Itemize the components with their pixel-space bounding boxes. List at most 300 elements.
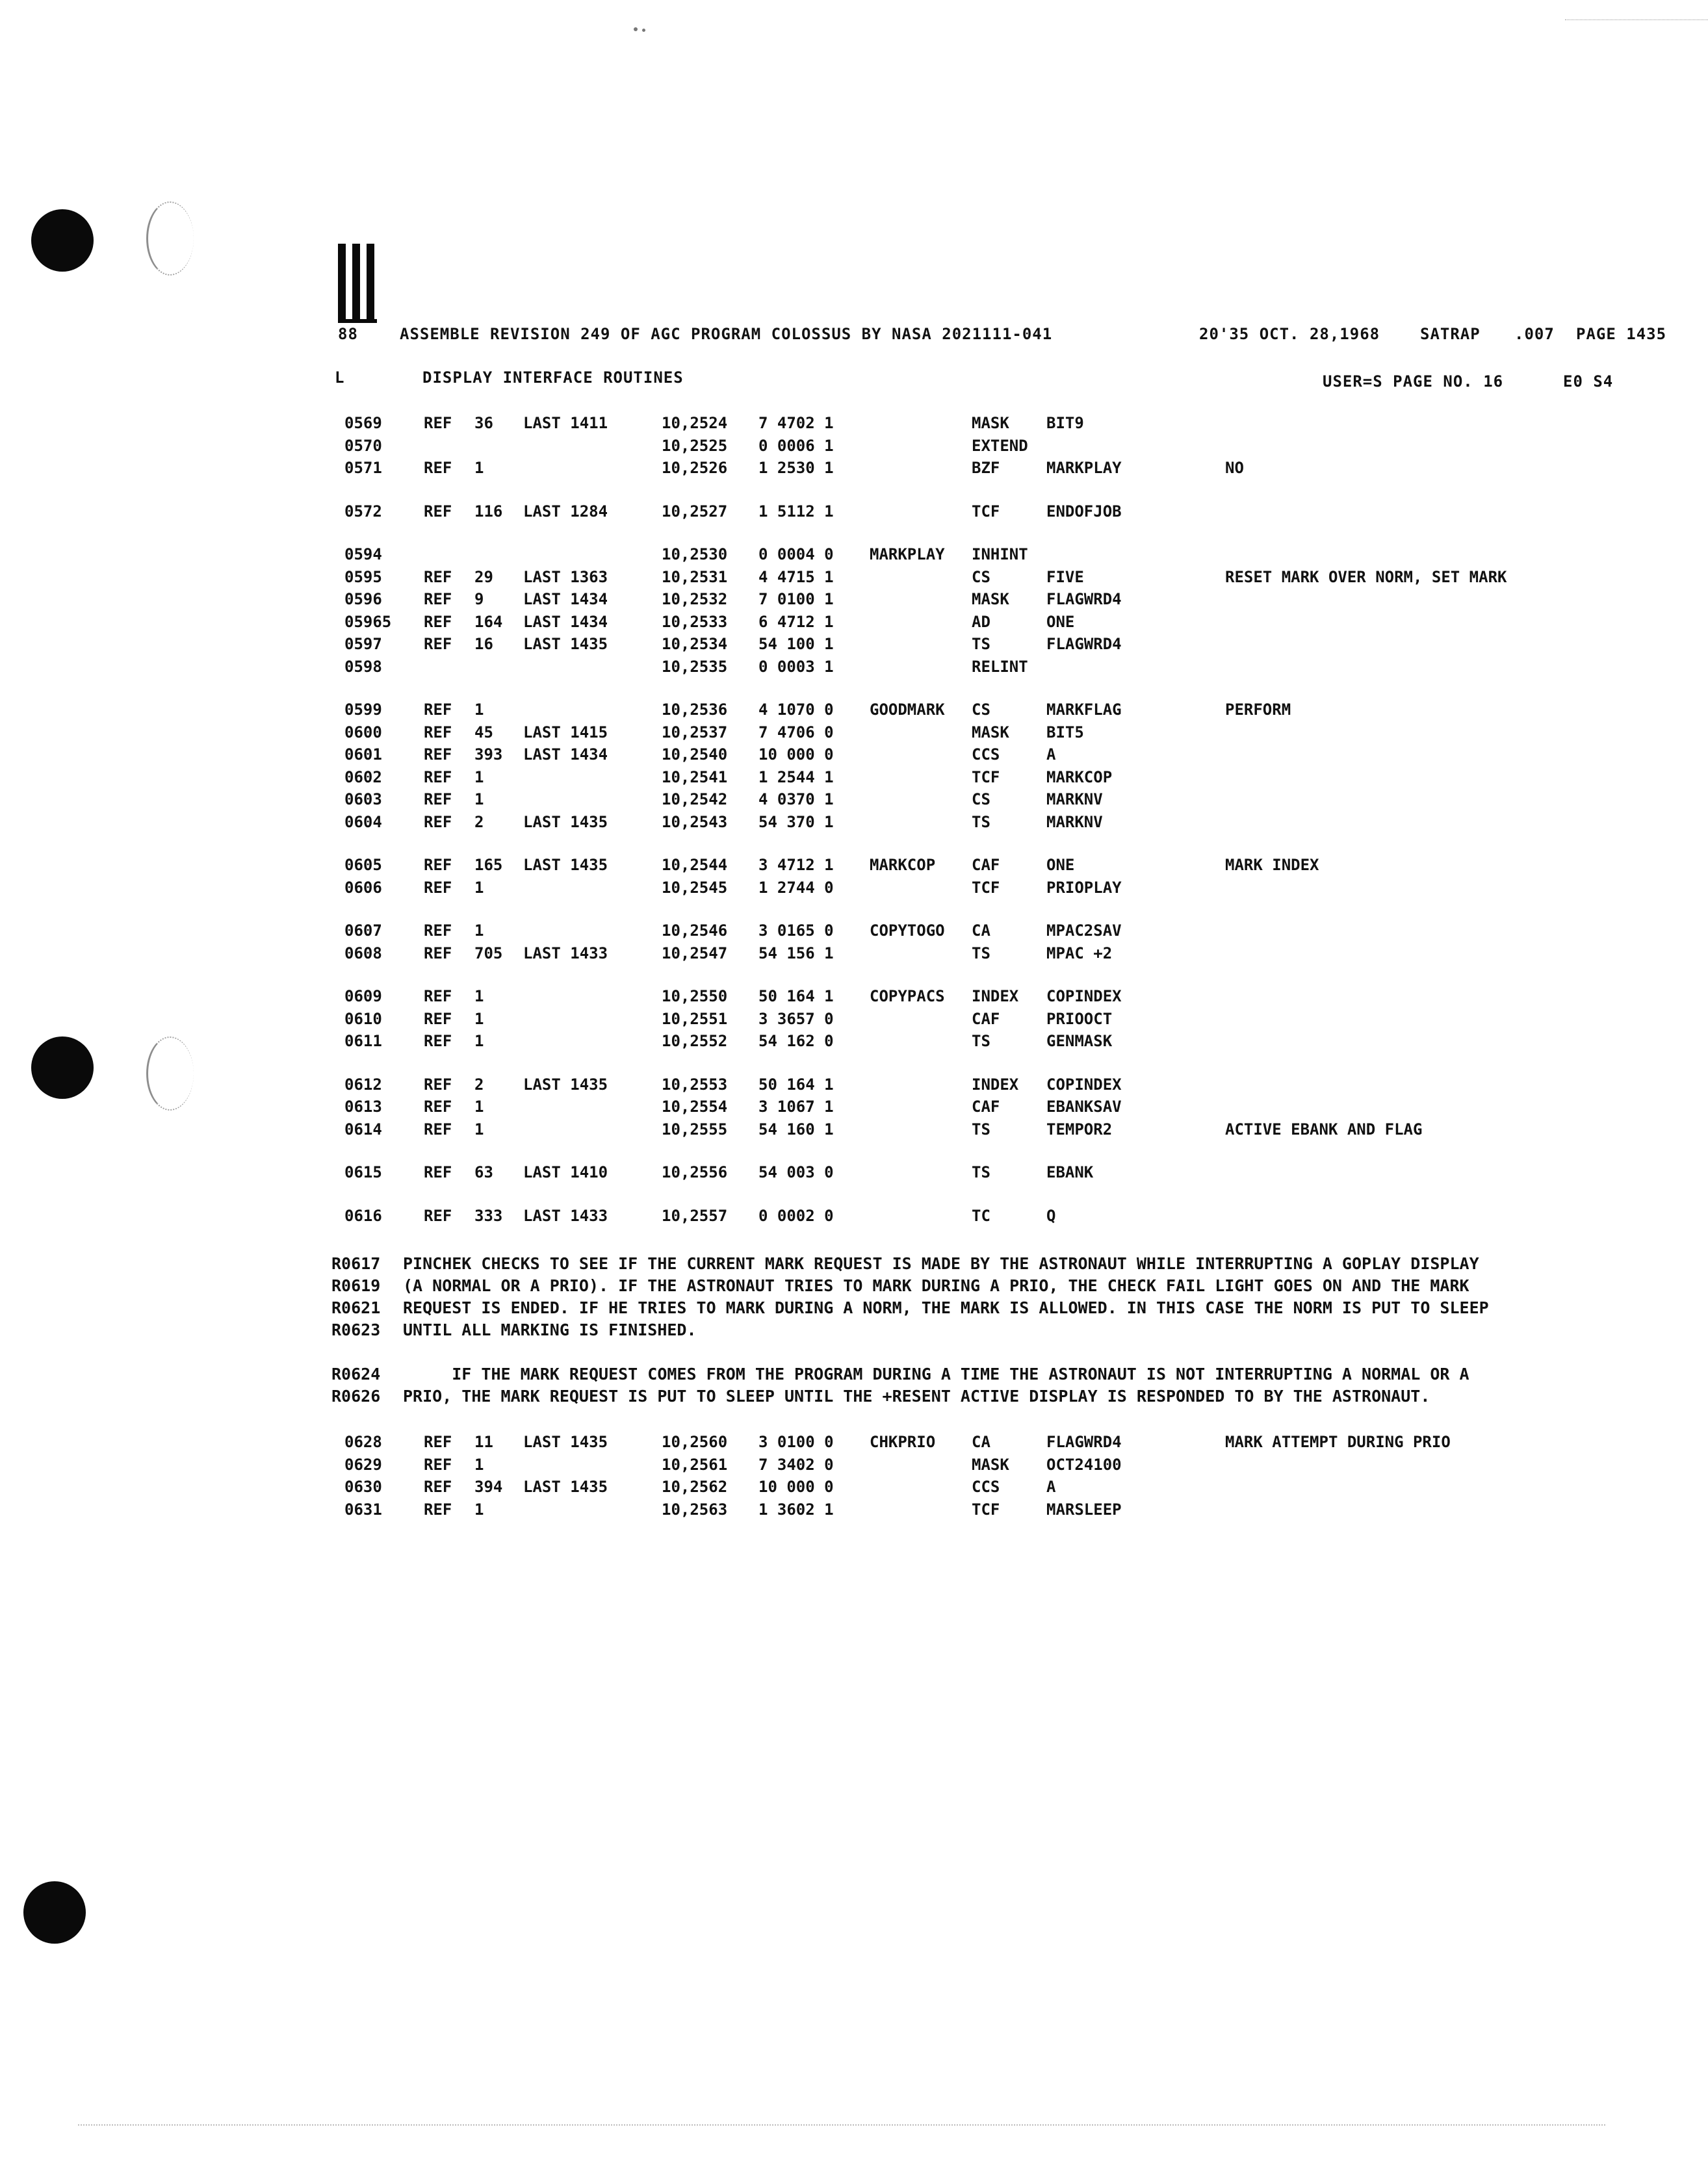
ref-marker: REF	[424, 987, 452, 1005]
line-number: 0609	[344, 987, 382, 1005]
code-line	[0, 1478, 1708, 1500]
comment-line	[331, 1387, 1670, 1409]
last-ref: LAST 1410	[523, 1163, 608, 1181]
comment-id: R0623	[331, 1320, 381, 1339]
comment-id: R0621	[331, 1298, 381, 1317]
object-code: 4 4715 1	[758, 568, 834, 586]
address: 10,2552	[662, 1032, 728, 1050]
line-number: 0595	[344, 568, 382, 586]
code-line	[0, 502, 1708, 524]
line-number: 0630	[344, 1478, 382, 1496]
ref-count: 333	[474, 1207, 503, 1225]
line-number: 0629	[344, 1456, 382, 1474]
ref-count: 394	[474, 1478, 503, 1496]
operand: EBANKSAV	[1046, 1098, 1122, 1116]
bottom-edge-line	[78, 2124, 1605, 2126]
address: 10,2550	[662, 987, 728, 1005]
address: 10,2546	[662, 921, 728, 940]
ref-count: 393	[474, 745, 503, 764]
user-page-number: USER=S PAGE NO. 16	[1323, 372, 1504, 391]
line-number: 0604	[344, 813, 382, 831]
header-mark: 88	[338, 325, 358, 343]
code-line	[0, 745, 1708, 767]
object-code: 3 3657 0	[758, 1010, 834, 1028]
code-line	[0, 921, 1708, 944]
opcode: EXTEND	[972, 437, 1028, 455]
address: 10,2554	[662, 1098, 728, 1116]
object-code: 3 4712 1	[758, 856, 834, 874]
operand: EBANK	[1046, 1163, 1094, 1181]
opcode: TS	[972, 1163, 990, 1181]
operand: OCT24100	[1046, 1456, 1122, 1474]
ref-marker: REF	[424, 1120, 452, 1139]
ref-marker: REF	[424, 1032, 452, 1050]
ref-count: 2	[474, 1075, 484, 1094]
line-number: 0601	[344, 745, 382, 764]
ref-count: 1	[474, 1010, 484, 1028]
code-line	[0, 1098, 1708, 1120]
ref-marker: REF	[424, 568, 452, 586]
operand: PRIOOCT	[1046, 1010, 1113, 1028]
ref-marker: REF	[424, 1010, 452, 1028]
operand: FLAGWRD4	[1046, 590, 1122, 608]
comment-line	[331, 1298, 1670, 1320]
opcode: CA	[972, 1433, 990, 1451]
object-code: 7 4702 1	[758, 414, 834, 432]
operand: GENMASK	[1046, 1032, 1113, 1050]
punch-hole-shadow	[146, 201, 194, 276]
ref-count: 1	[474, 1500, 484, 1519]
object-code: 4 1070 0	[758, 701, 834, 719]
operand: A	[1046, 745, 1056, 764]
comment: MARK ATTEMPT DURING PRIO	[1225, 1433, 1451, 1451]
address: 10,2535	[662, 658, 728, 676]
address: 10,2553	[662, 1075, 728, 1094]
address: 10,2526	[662, 459, 728, 477]
ref-count: 1	[474, 790, 484, 808]
object-code: 7 3402 0	[758, 1456, 834, 1474]
code-line	[0, 987, 1708, 1009]
ref-marker: REF	[424, 701, 452, 719]
code-line	[0, 723, 1708, 745]
operand: MARKNV	[1046, 790, 1103, 808]
ref-marker: REF	[424, 1500, 452, 1519]
address: 10,2551	[662, 1010, 728, 1028]
ref-marker: REF	[424, 768, 452, 786]
last-ref: LAST 1435	[523, 813, 608, 831]
object-code: 10 000 0	[758, 745, 834, 764]
punch-hole-top	[31, 209, 94, 272]
opcode: TCF	[972, 1500, 1000, 1519]
comment-id: R0624	[331, 1365, 381, 1383]
code-line	[0, 1010, 1708, 1032]
ref-marker: REF	[424, 635, 452, 653]
comment-text: UNTIL ALL MARKING IS FINISHED.	[403, 1320, 697, 1339]
line-number: 0570	[344, 437, 382, 455]
operand: PRIOPLAY	[1046, 879, 1122, 897]
address: 10,2544	[662, 856, 728, 874]
ref-count: 29	[474, 568, 493, 586]
ref-marker: REF	[424, 1456, 452, 1474]
ref-count: 116	[474, 502, 503, 521]
operand: A	[1046, 1478, 1056, 1496]
address: 10,2562	[662, 1478, 728, 1496]
line-number: 0598	[344, 658, 382, 676]
address: 10,2543	[662, 813, 728, 831]
object-code: 1 3602 1	[758, 1500, 834, 1519]
last-ref: LAST 1435	[523, 1478, 608, 1496]
comment-line	[331, 1276, 1670, 1298]
address: 10,2563	[662, 1500, 728, 1519]
ref-marker: REF	[424, 856, 452, 874]
opcode: TCF	[972, 502, 1000, 521]
code-line	[0, 701, 1708, 723]
operand: COPINDEX	[1046, 1075, 1122, 1094]
ref-count: 1	[474, 987, 484, 1005]
address: 10,2540	[662, 745, 728, 764]
code-line	[0, 568, 1708, 590]
last-ref: LAST 1284	[523, 502, 608, 521]
operand: FLAGWRD4	[1046, 1433, 1122, 1451]
line-number: 0613	[344, 1098, 382, 1116]
line-number: 0597	[344, 635, 382, 653]
line-number: 0611	[344, 1032, 382, 1050]
code-line	[0, 1456, 1708, 1478]
line-number: 0596	[344, 590, 382, 608]
address: 10,2524	[662, 414, 728, 432]
ref-marker: REF	[424, 1163, 452, 1181]
opcode: TCF	[972, 768, 1000, 786]
line-number: 0594	[344, 545, 382, 563]
ref-count: 9	[474, 590, 484, 608]
opcode: MASK	[972, 1456, 1009, 1474]
code-line	[0, 768, 1708, 790]
object-code: 0 0006 1	[758, 437, 834, 455]
eo-marker: E0 S4	[1563, 372, 1614, 391]
line-number: 0605	[344, 856, 382, 874]
object-code: 1 2530 1	[758, 459, 834, 477]
code-line	[0, 879, 1708, 901]
operand: MPAC2SAV	[1046, 921, 1122, 940]
object-code: 50 164 1	[758, 1075, 834, 1094]
ref-marker: REF	[424, 790, 452, 808]
code-line	[0, 944, 1708, 966]
address: 10,2530	[662, 545, 728, 563]
comment: RESET MARK OVER NORM, SET MARK	[1225, 568, 1507, 586]
address: 10,2532	[662, 590, 728, 608]
line-number: 0631	[344, 1500, 382, 1519]
opcode: CS	[972, 790, 990, 808]
object-code: 54 160 1	[758, 1120, 834, 1139]
comment: PERFORM	[1225, 701, 1291, 719]
operand: TEMPOR2	[1046, 1120, 1113, 1139]
ref-marker: REF	[424, 745, 452, 764]
last-ref: LAST 1433	[523, 1207, 608, 1225]
line-number: 0615	[344, 1163, 382, 1181]
address: 10,2527	[662, 502, 728, 521]
opcode: MASK	[972, 723, 1009, 741]
comment-line	[331, 1254, 1670, 1276]
opcode: INDEX	[972, 1075, 1019, 1094]
code-line	[0, 613, 1708, 635]
operand: ONE	[1046, 856, 1075, 874]
ref-marker: REF	[424, 590, 452, 608]
address: 10,2541	[662, 768, 728, 786]
operand: MARSLEEP	[1046, 1500, 1122, 1519]
last-ref: LAST 1434	[523, 590, 608, 608]
line-number: 0603	[344, 790, 382, 808]
object-code: 54 100 1	[758, 635, 834, 653]
opcode: TS	[972, 1032, 990, 1050]
last-ref: LAST 1363	[523, 568, 608, 586]
ref-marker: REF	[424, 921, 452, 940]
header-title: ASSEMBLE REVISION 249 OF AGC PROGRAM COLOSSUS BY NASA 2021111-041	[400, 325, 1053, 343]
object-code: 54 156 1	[758, 944, 834, 962]
ref-count: 11	[474, 1433, 493, 1451]
object-code: 3 0100 0	[758, 1433, 834, 1451]
line-number: 0599	[344, 701, 382, 719]
operand: FLAGWRD4	[1046, 635, 1122, 653]
last-ref: LAST 1415	[523, 723, 608, 741]
top-edge-line	[1565, 0, 1708, 20]
opcode: CAF	[972, 1098, 1000, 1116]
opcode: TS	[972, 635, 990, 653]
label: GOODMARK	[870, 701, 945, 719]
line-number: 0572	[344, 502, 382, 521]
object-code: 10 000 0	[758, 1478, 834, 1496]
address: 10,2525	[662, 437, 728, 455]
object-code: 1 2544 1	[758, 768, 834, 786]
line-number: 0610	[344, 1010, 382, 1028]
ref-count: 164	[474, 613, 503, 631]
line-number: 0628	[344, 1433, 382, 1451]
line-number: 0607	[344, 921, 382, 940]
code-line	[0, 790, 1708, 812]
comment: MARK INDEX	[1225, 856, 1319, 874]
code-line	[0, 545, 1708, 567]
object-code: 54 003 0	[758, 1163, 834, 1181]
object-code: 1 5112 1	[758, 502, 834, 521]
opcode: CA	[972, 921, 990, 940]
comment: NO	[1225, 459, 1244, 477]
code-line	[0, 856, 1708, 878]
operand: COPINDEX	[1046, 987, 1122, 1005]
label: CHKPRIO	[870, 1433, 936, 1451]
comment-id: R0617	[331, 1254, 381, 1273]
object-code: 3 0165 0	[758, 921, 834, 940]
address: 10,2545	[662, 879, 728, 897]
address: 10,2534	[662, 635, 728, 653]
comment-id: R0619	[331, 1276, 381, 1295]
comment-line	[331, 1365, 1670, 1387]
header-datetime: 20'35 OCT. 28,1968	[1199, 325, 1380, 343]
opcode: AD	[972, 613, 990, 631]
ref-marker: REF	[424, 502, 452, 521]
speck	[642, 29, 645, 32]
ref-count: 2	[474, 813, 484, 831]
line-number: 05965	[344, 613, 392, 631]
ref-count: 63	[474, 1163, 493, 1181]
object-code: 6 4712 1	[758, 613, 834, 631]
code-line	[0, 414, 1708, 436]
address: 10,2556	[662, 1163, 728, 1181]
ref-count: 1	[474, 1120, 484, 1139]
last-ref: LAST 1434	[523, 613, 608, 631]
opcode: CS	[972, 568, 990, 586]
comment-text: REQUEST IS ENDED. IF HE TRIES TO MARK DURING A NORM, THE MARK IS ALLOWED. IN THIS CASE THE NORM IS PUT TO SLEEP	[403, 1298, 1489, 1317]
ref-count: 36	[474, 414, 493, 432]
line-number: 0602	[344, 768, 382, 786]
code-line	[0, 1032, 1708, 1054]
ref-count: 165	[474, 856, 503, 874]
opcode: BZF	[972, 459, 1000, 477]
ref-marker: REF	[424, 1075, 452, 1094]
operand: BIT9	[1046, 414, 1084, 432]
address: 10,2536	[662, 701, 728, 719]
ref-count: 1	[474, 768, 484, 786]
ref-marker: REF	[424, 1433, 452, 1451]
opcode: RELINT	[972, 658, 1028, 676]
operand: BIT5	[1046, 723, 1084, 741]
last-ref: LAST 1434	[523, 745, 608, 764]
line-number: 0600	[344, 723, 382, 741]
operand: MARKPLAY	[1046, 459, 1122, 477]
opcode: TC	[972, 1207, 990, 1225]
ref-count: 45	[474, 723, 493, 741]
operand: MARKNV	[1046, 813, 1103, 831]
ref-count: 16	[474, 635, 493, 653]
ref-marker: REF	[424, 944, 452, 962]
line-number: 0614	[344, 1120, 382, 1139]
ref-marker: REF	[424, 414, 452, 432]
address: 10,2531	[662, 568, 728, 586]
header-user: SATRAP	[1420, 325, 1481, 343]
line-number: 0608	[344, 944, 382, 962]
opcode: CS	[972, 701, 990, 719]
comment-id: R0626	[331, 1387, 381, 1406]
line-number: 0616	[344, 1207, 382, 1225]
opcode: TCF	[972, 879, 1000, 897]
object-code: 0 0003 1	[758, 658, 834, 676]
header-version: .007	[1514, 325, 1555, 343]
operand: MPAC +2	[1046, 944, 1113, 962]
opcode: MASK	[972, 590, 1009, 608]
opcode: INDEX	[972, 987, 1019, 1005]
ref-count: 1	[474, 879, 484, 897]
opcode: CAF	[972, 1010, 1000, 1028]
object-code: 50 164 1	[758, 987, 834, 1005]
operand: ENDOFJOB	[1046, 502, 1122, 521]
code-line	[0, 813, 1708, 835]
operand: MARKFLAG	[1046, 701, 1122, 719]
ref-marker: REF	[424, 1478, 452, 1496]
ref-marker: REF	[424, 1207, 452, 1225]
ref-count: 1	[474, 921, 484, 940]
header-page: PAGE 1435	[1576, 325, 1667, 343]
object-code: 7 4706 0	[758, 723, 834, 741]
ref-count: 1	[474, 1456, 484, 1474]
opcode: CCS	[972, 745, 1000, 764]
comment-text: PRIO, THE MARK REQUEST IS PUT TO SLEEP UNTIL THE +RESENT ACTIVE DISPLAY IS RESPONDED TO BY THE ASTRONAUT.	[403, 1387, 1430, 1406]
address: 10,2533	[662, 613, 728, 631]
operand: ONE	[1046, 613, 1075, 631]
ref-marker: REF	[424, 459, 452, 477]
address: 10,2547	[662, 944, 728, 962]
address: 10,2555	[662, 1120, 728, 1139]
code-line	[0, 590, 1708, 612]
code-line	[0, 658, 1708, 680]
section-title: DISPLAY INTERFACE ROUTINES	[422, 368, 684, 387]
ref-marker: REF	[424, 813, 452, 831]
comment-block-program-mark	[331, 1365, 1670, 1409]
last-ref: LAST 1435	[523, 635, 608, 653]
address: 10,2542	[662, 790, 728, 808]
code-line	[0, 1163, 1708, 1185]
ref-marker: REF	[424, 723, 452, 741]
address: 10,2557	[662, 1207, 728, 1225]
code-line	[0, 1075, 1708, 1098]
comment: ACTIVE EBANK AND FLAG	[1225, 1120, 1423, 1139]
opcode: TS	[972, 944, 990, 962]
line-number: 0612	[344, 1075, 382, 1094]
line-number: 0606	[344, 879, 382, 897]
last-ref: LAST 1433	[523, 944, 608, 962]
code-line	[0, 437, 1708, 459]
code-line	[0, 1500, 1708, 1523]
label: MARKPLAY	[870, 545, 945, 563]
section-letter: L	[335, 368, 345, 387]
ref-count: 705	[474, 944, 503, 962]
opcode: MASK	[972, 414, 1009, 432]
object-code: 54 370 1	[758, 813, 834, 831]
object-code: 0 0004 0	[758, 545, 834, 563]
opcode: TS	[972, 813, 990, 831]
punch-hole-bottom	[23, 1881, 86, 1944]
operand: MARKCOP	[1046, 768, 1113, 786]
ref-count: 1	[474, 1098, 484, 1116]
ref-marker: REF	[424, 879, 452, 897]
comment-text: (A NORMAL OR A PRIO). IF THE ASTRONAUT TRIES TO MARK DURING A PRIO, THE CHECK FAIL LIGHT GOES ON AND THE MARK	[403, 1276, 1469, 1295]
object-code: 4 0370 1	[758, 790, 834, 808]
object-code: 1 2744 0	[758, 879, 834, 897]
object-code: 0 0002 0	[758, 1207, 834, 1225]
last-ref: LAST 1435	[523, 1433, 608, 1451]
speck	[634, 27, 638, 31]
opcode: CCS	[972, 1478, 1000, 1496]
line-number: 0569	[344, 414, 382, 432]
ref-marker: REF	[424, 1098, 452, 1116]
last-ref: LAST 1435	[523, 856, 608, 874]
last-ref: LAST 1435	[523, 1075, 608, 1094]
address: 10,2561	[662, 1456, 728, 1474]
last-ref: LAST 1411	[523, 414, 608, 432]
ref-count: 1	[474, 459, 484, 477]
line-number: 0571	[344, 459, 382, 477]
comment-text: IF THE MARK REQUEST COMES FROM THE PROGRAM DURING A TIME THE ASTRONAUT IS NOT INTERRUPTING A NORMAL OR A	[403, 1365, 1469, 1383]
comment-block-pinchek	[331, 1254, 1670, 1343]
ref-count: 1	[474, 701, 484, 719]
operand: Q	[1046, 1207, 1056, 1225]
ref-count: 1	[474, 1032, 484, 1050]
code-line	[0, 1433, 1708, 1455]
code-line	[0, 635, 1708, 657]
opcode: TS	[972, 1120, 990, 1139]
registration-bars	[338, 244, 378, 322]
object-code: 54 162 0	[758, 1032, 834, 1050]
label: COPYTOGO	[870, 921, 945, 940]
object-code: 3 1067 1	[758, 1098, 834, 1116]
label: MARKCOP	[870, 856, 936, 874]
